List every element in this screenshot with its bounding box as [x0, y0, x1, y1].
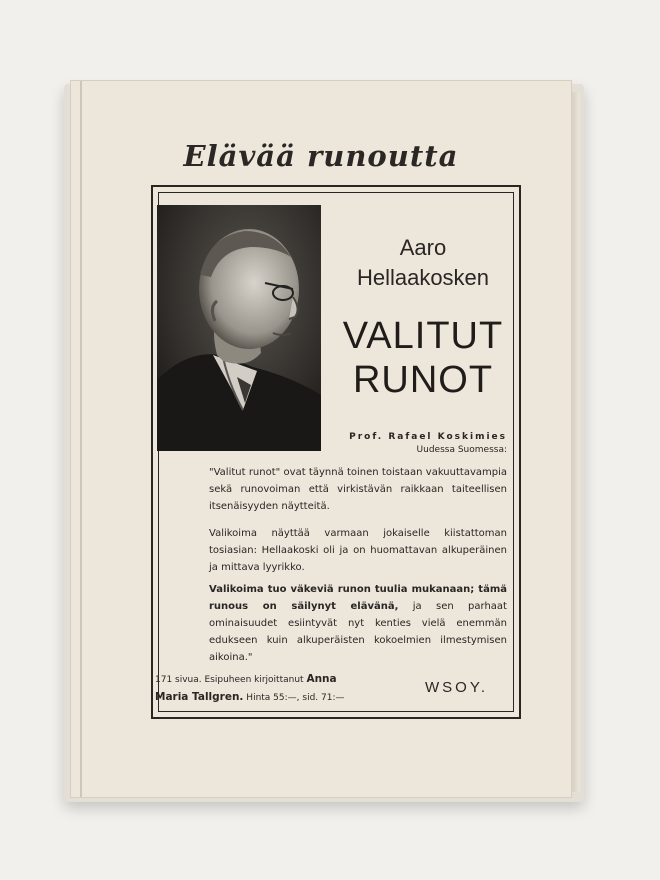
review-paragraph-2: Valikoima näyttää varmaan jokaiselle kiistattoman tosiasian: Hellaakoski oli ja on huomattavan alkuperäinen ja mittava lyyrikko. — [209, 528, 507, 573]
book-title-line2: RUNOT — [352, 359, 494, 401]
review-paragraph-1: "Valitut runot" ovat täynnä toinen toistaan vakuuttavampia sekä runovoiman että virkistävän raikkaan taiteellisen itsenäisyyden näytteitä. — [209, 467, 507, 512]
review-credit — [311, 431, 507, 457]
series-title: Elävää runoutta — [183, 139, 459, 173]
author-portrait — [157, 205, 321, 451]
book-cover — [70, 80, 572, 798]
publisher-logo: WSOY. — [425, 679, 489, 696]
preface-author-last: Maria Tallgren. — [155, 691, 244, 703]
book-details — [155, 671, 385, 707]
price-info: Hinta 55:—, sid. 71:— — [243, 693, 345, 703]
pages-and-preface: 171 sivua. Esipuheen kirjoittanut — [155, 675, 307, 685]
book-title — [333, 314, 513, 402]
author-last-name: Hellaakosken — [356, 265, 490, 290]
book-details-line2 — [155, 689, 385, 707]
book-details-line1 — [155, 671, 385, 689]
critic-name: Prof. Rafael Koskimies — [349, 432, 507, 442]
review-paragraph-3 — [209, 581, 507, 666]
review-paragraph-3-rest: ja sen parhaat ominaisuudet esiintyvät nyt kenties vielä enemmän edukseen kuin alkuperäisten kokoelmien ilmestymisen aikoina." — [209, 601, 507, 663]
author-name — [333, 233, 513, 293]
review-highlight: Valikoima tuo väkeviä runon tuulia mukanaan; tämä runous on säilynyt elävänä, — [209, 584, 507, 612]
preface-author-first: Anna — [306, 673, 337, 685]
author-first-name: Aaro — [399, 235, 447, 260]
cover-fold — [80, 81, 82, 797]
critic-source: Uudessa Suomessa: — [416, 445, 507, 455]
book-title-line1: VALITUT — [342, 315, 504, 357]
